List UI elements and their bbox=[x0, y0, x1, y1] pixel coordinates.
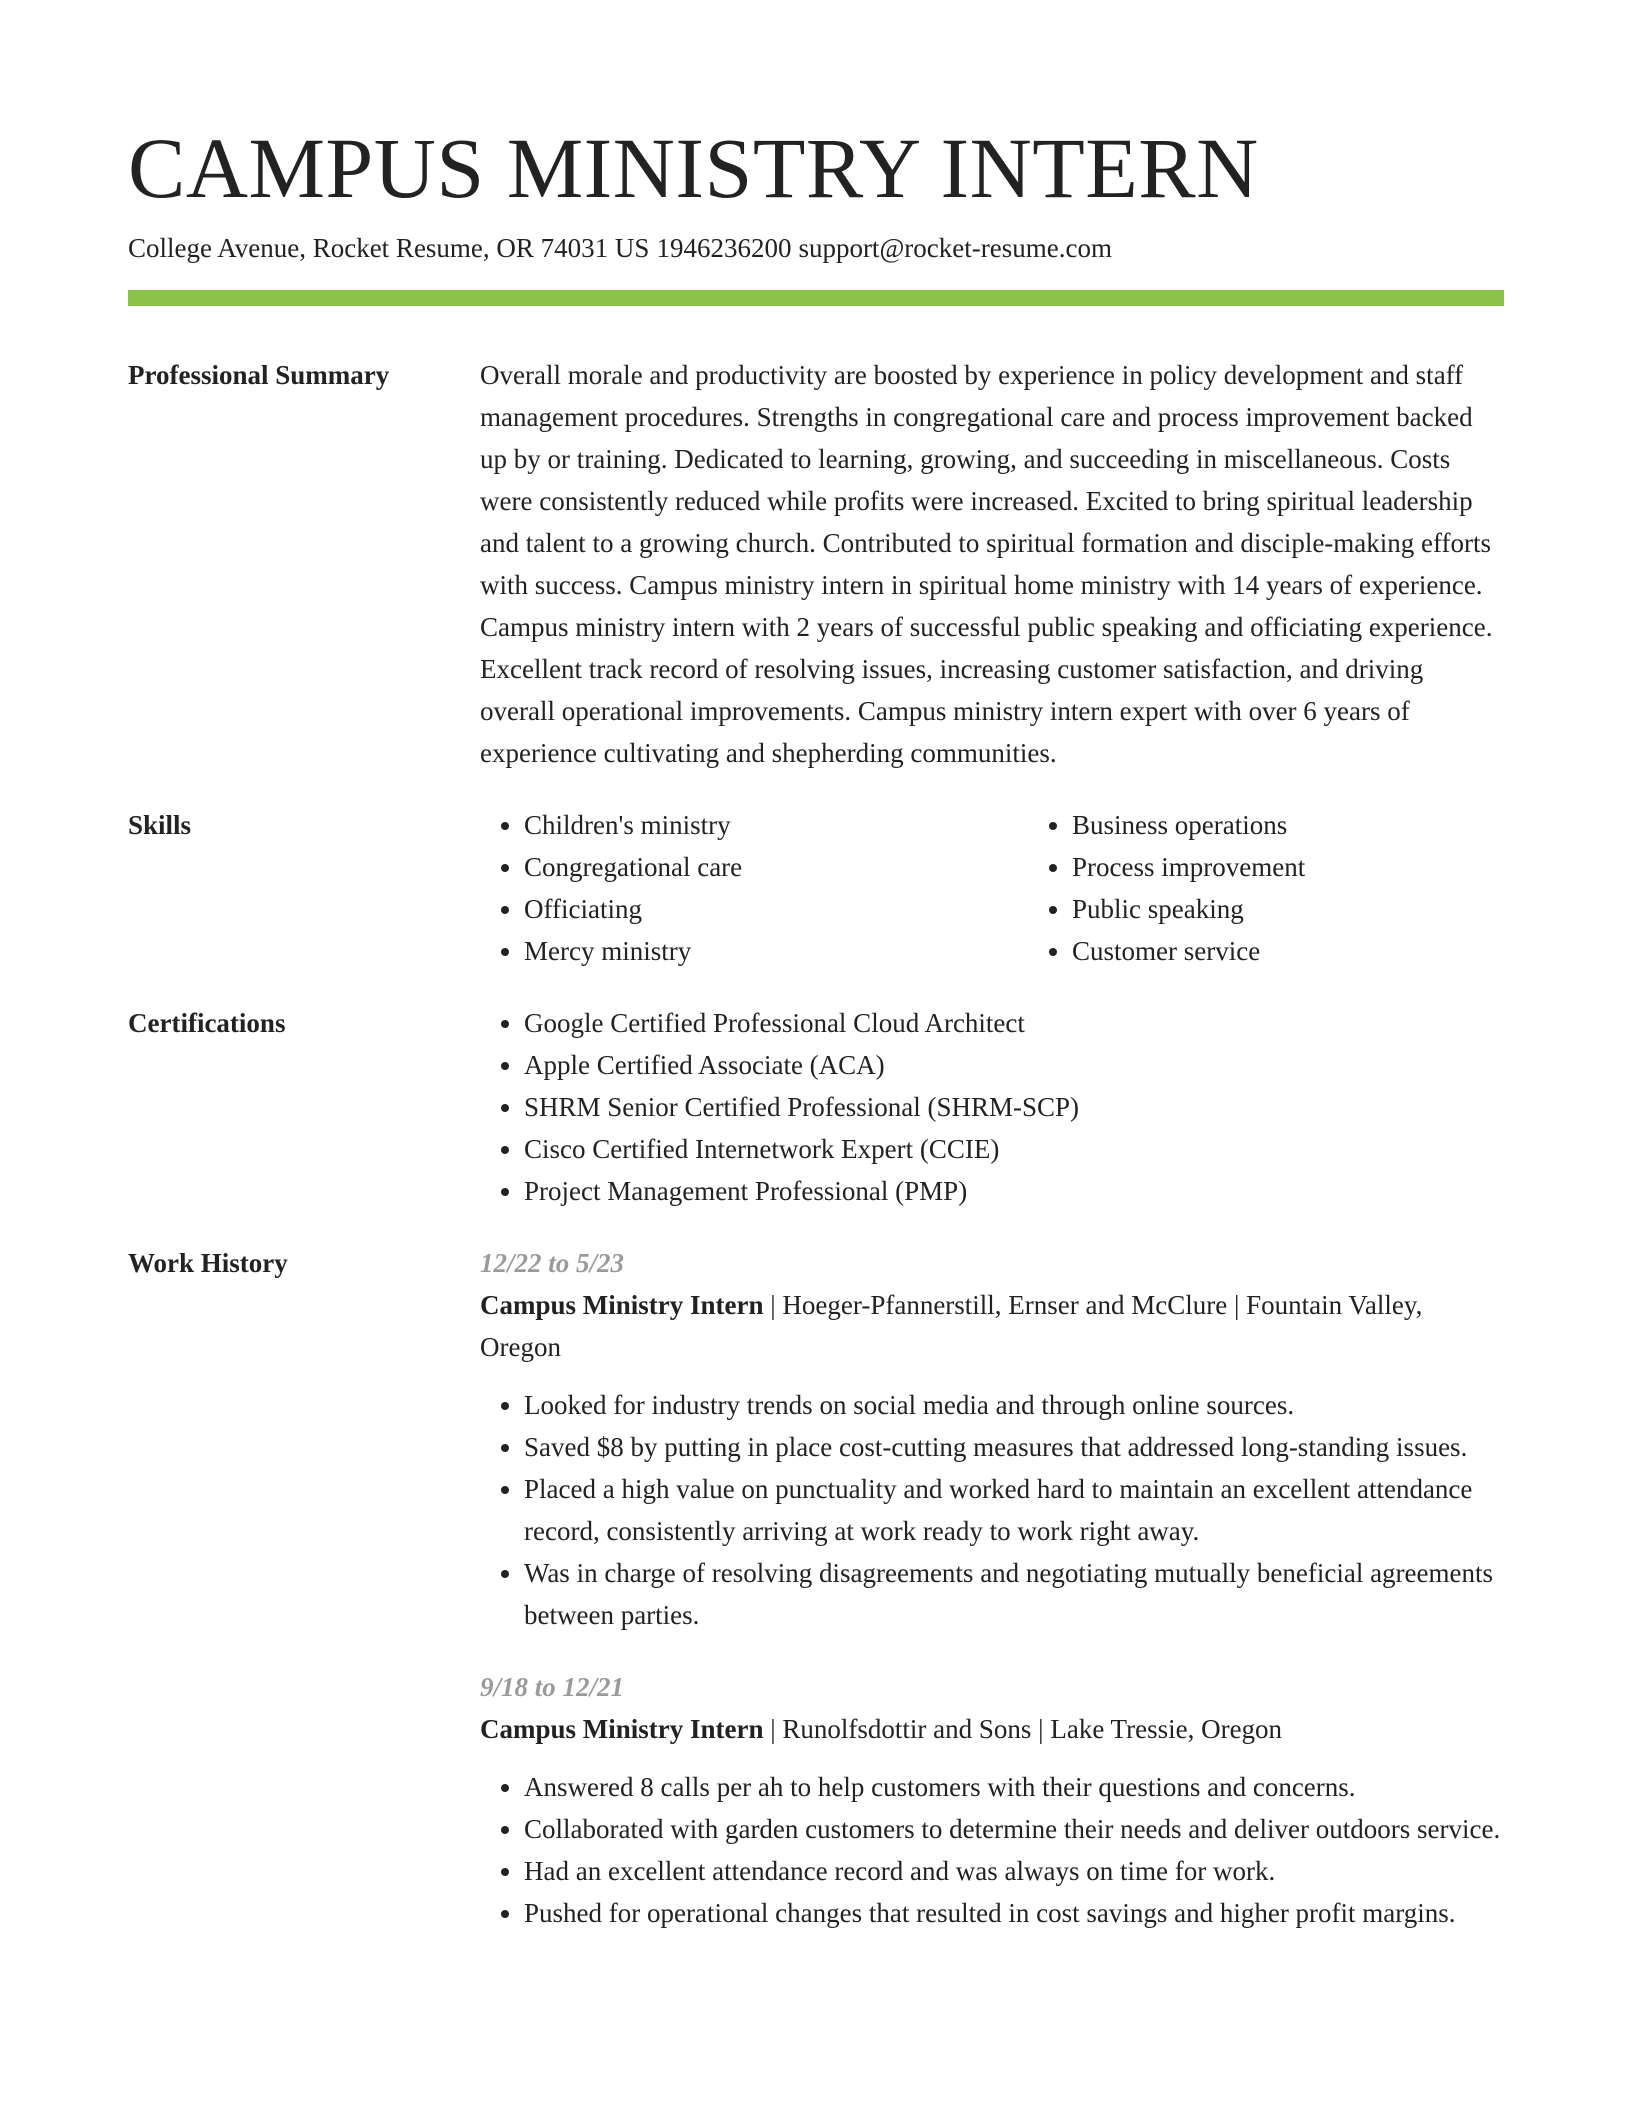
job-bullets bbox=[480, 1384, 1504, 1636]
job-title: Campus Ministry Intern bbox=[480, 1714, 764, 1744]
skill-item: • Congregational care bbox=[524, 846, 1028, 888]
skills-list-left bbox=[480, 804, 1028, 972]
job-entry bbox=[480, 1242, 1504, 1636]
skill-item: • Process improvement bbox=[1072, 846, 1576, 888]
resume-name: CAMPUS MINISTRY INTERN bbox=[128, 120, 1259, 216]
skill-item: • Officiating bbox=[524, 888, 1028, 930]
job-bullet: • Looked for industry trends on social media and through online sources. bbox=[524, 1384, 1504, 1426]
certification-item: • Apple Certified Associate (ACA) bbox=[524, 1044, 1504, 1086]
skill-item: • Public speaking bbox=[1072, 888, 1576, 930]
accent-divider bbox=[128, 290, 1504, 306]
job-bullet: • Was in charge of resolving disagreements and negotiating mutually beneficial agreements between parties. bbox=[524, 1552, 1504, 1636]
job-dates: 9/18 to 12/21 bbox=[480, 1672, 625, 1702]
skills-section bbox=[128, 804, 1504, 972]
certifications-list bbox=[480, 1002, 1504, 1212]
job-bullet: • Placed a high value on punctuality and worked hard to maintain an excellent attendance record, consistently arriving at work ready to work right away. bbox=[524, 1468, 1504, 1552]
job-bullets bbox=[480, 1766, 1504, 1934]
skills-heading: Skills bbox=[128, 810, 192, 840]
contact-phone: 1946236200 bbox=[656, 233, 792, 263]
job-bullet: • Pushed for operational changes that resulted in cost savings and higher profit margins. bbox=[524, 1892, 1504, 1934]
skill-item: • Mercy ministry bbox=[524, 930, 1028, 972]
certification-item: • Google Certified Professional Cloud Architect bbox=[524, 1002, 1504, 1044]
skill-item: • Customer service bbox=[1072, 930, 1576, 972]
contact-line bbox=[128, 230, 1504, 266]
skills-grid bbox=[480, 804, 1576, 972]
certifications-heading: Certifications bbox=[128, 1008, 286, 1038]
certification-item: • Cisco Certified Internetwork Expert (CCIE) bbox=[524, 1128, 1504, 1170]
job-bullet: • Collaborated with garden customers to determine their needs and deliver outdoors service. bbox=[524, 1808, 1504, 1850]
work-history-heading: Work History bbox=[128, 1248, 288, 1278]
job-dates: 12/22 to 5/23 bbox=[480, 1248, 625, 1278]
certification-item: • Project Management Professional (PMP) bbox=[524, 1170, 1504, 1212]
certification-item: • SHRM Senior Certified Professional (SHRM-SCP) bbox=[524, 1086, 1504, 1128]
skill-item: • Business operations bbox=[1072, 804, 1576, 846]
job-bullet: • Had an excellent attendance record and was always on time for work. bbox=[524, 1850, 1504, 1892]
job-details: | Hoeger-Pfannerstill, Ernser and McClure | Fountain Valley, Oregon bbox=[480, 1290, 1423, 1362]
summary-heading: Professional Summary bbox=[128, 360, 390, 390]
skills-list-right bbox=[1028, 804, 1576, 972]
contact-address: College Avenue, Rocket Resume, OR 74031 US bbox=[128, 233, 650, 263]
summary-text: Overall morale and productivity are boosted by experience in policy development and staff management procedures. Strengths in congregational care and process improvement backed up by or training. Dedicated to learning, growing, and succeeding in miscellaneous. Costs were consistently reduced while profits were increased. Excited to bring spiritual leadership and talent to a growing church. Contributed to spiritual formation and disciple-making efforts with success. Campus ministry intern in spiritual home ministry with 14 years of experience. Campus ministry intern with 2 years of successful public speaking and officiating experience. Excellent track record of resolving issues, increasing customer satisfaction, and driving overall operational improvements. Campus ministry intern expert with over 6 years of experience cultivating and shepherding communities. bbox=[480, 360, 1493, 768]
job-title: Campus Ministry Intern bbox=[480, 1290, 764, 1320]
job-heading bbox=[480, 1708, 1504, 1750]
job-bullet: • Saved $8 by putting in place cost-cutting measures that addressed long-standing issues. bbox=[524, 1426, 1504, 1468]
work-history-section bbox=[128, 1242, 1504, 1964]
contact-email: support@rocket-resume.com bbox=[798, 233, 1112, 263]
job-details: | Runolfsdottir and Sons | Lake Tressie, Oregon bbox=[763, 1714, 1283, 1744]
skill-item: • Children's ministry bbox=[524, 804, 1028, 846]
job-heading bbox=[480, 1284, 1504, 1368]
job-entry bbox=[480, 1666, 1504, 1934]
job-bullet: • Answered 8 calls per ah to help customers with their questions and concerns. bbox=[524, 1766, 1504, 1808]
certifications-section bbox=[128, 1002, 1504, 1212]
summary-section bbox=[128, 354, 1504, 774]
